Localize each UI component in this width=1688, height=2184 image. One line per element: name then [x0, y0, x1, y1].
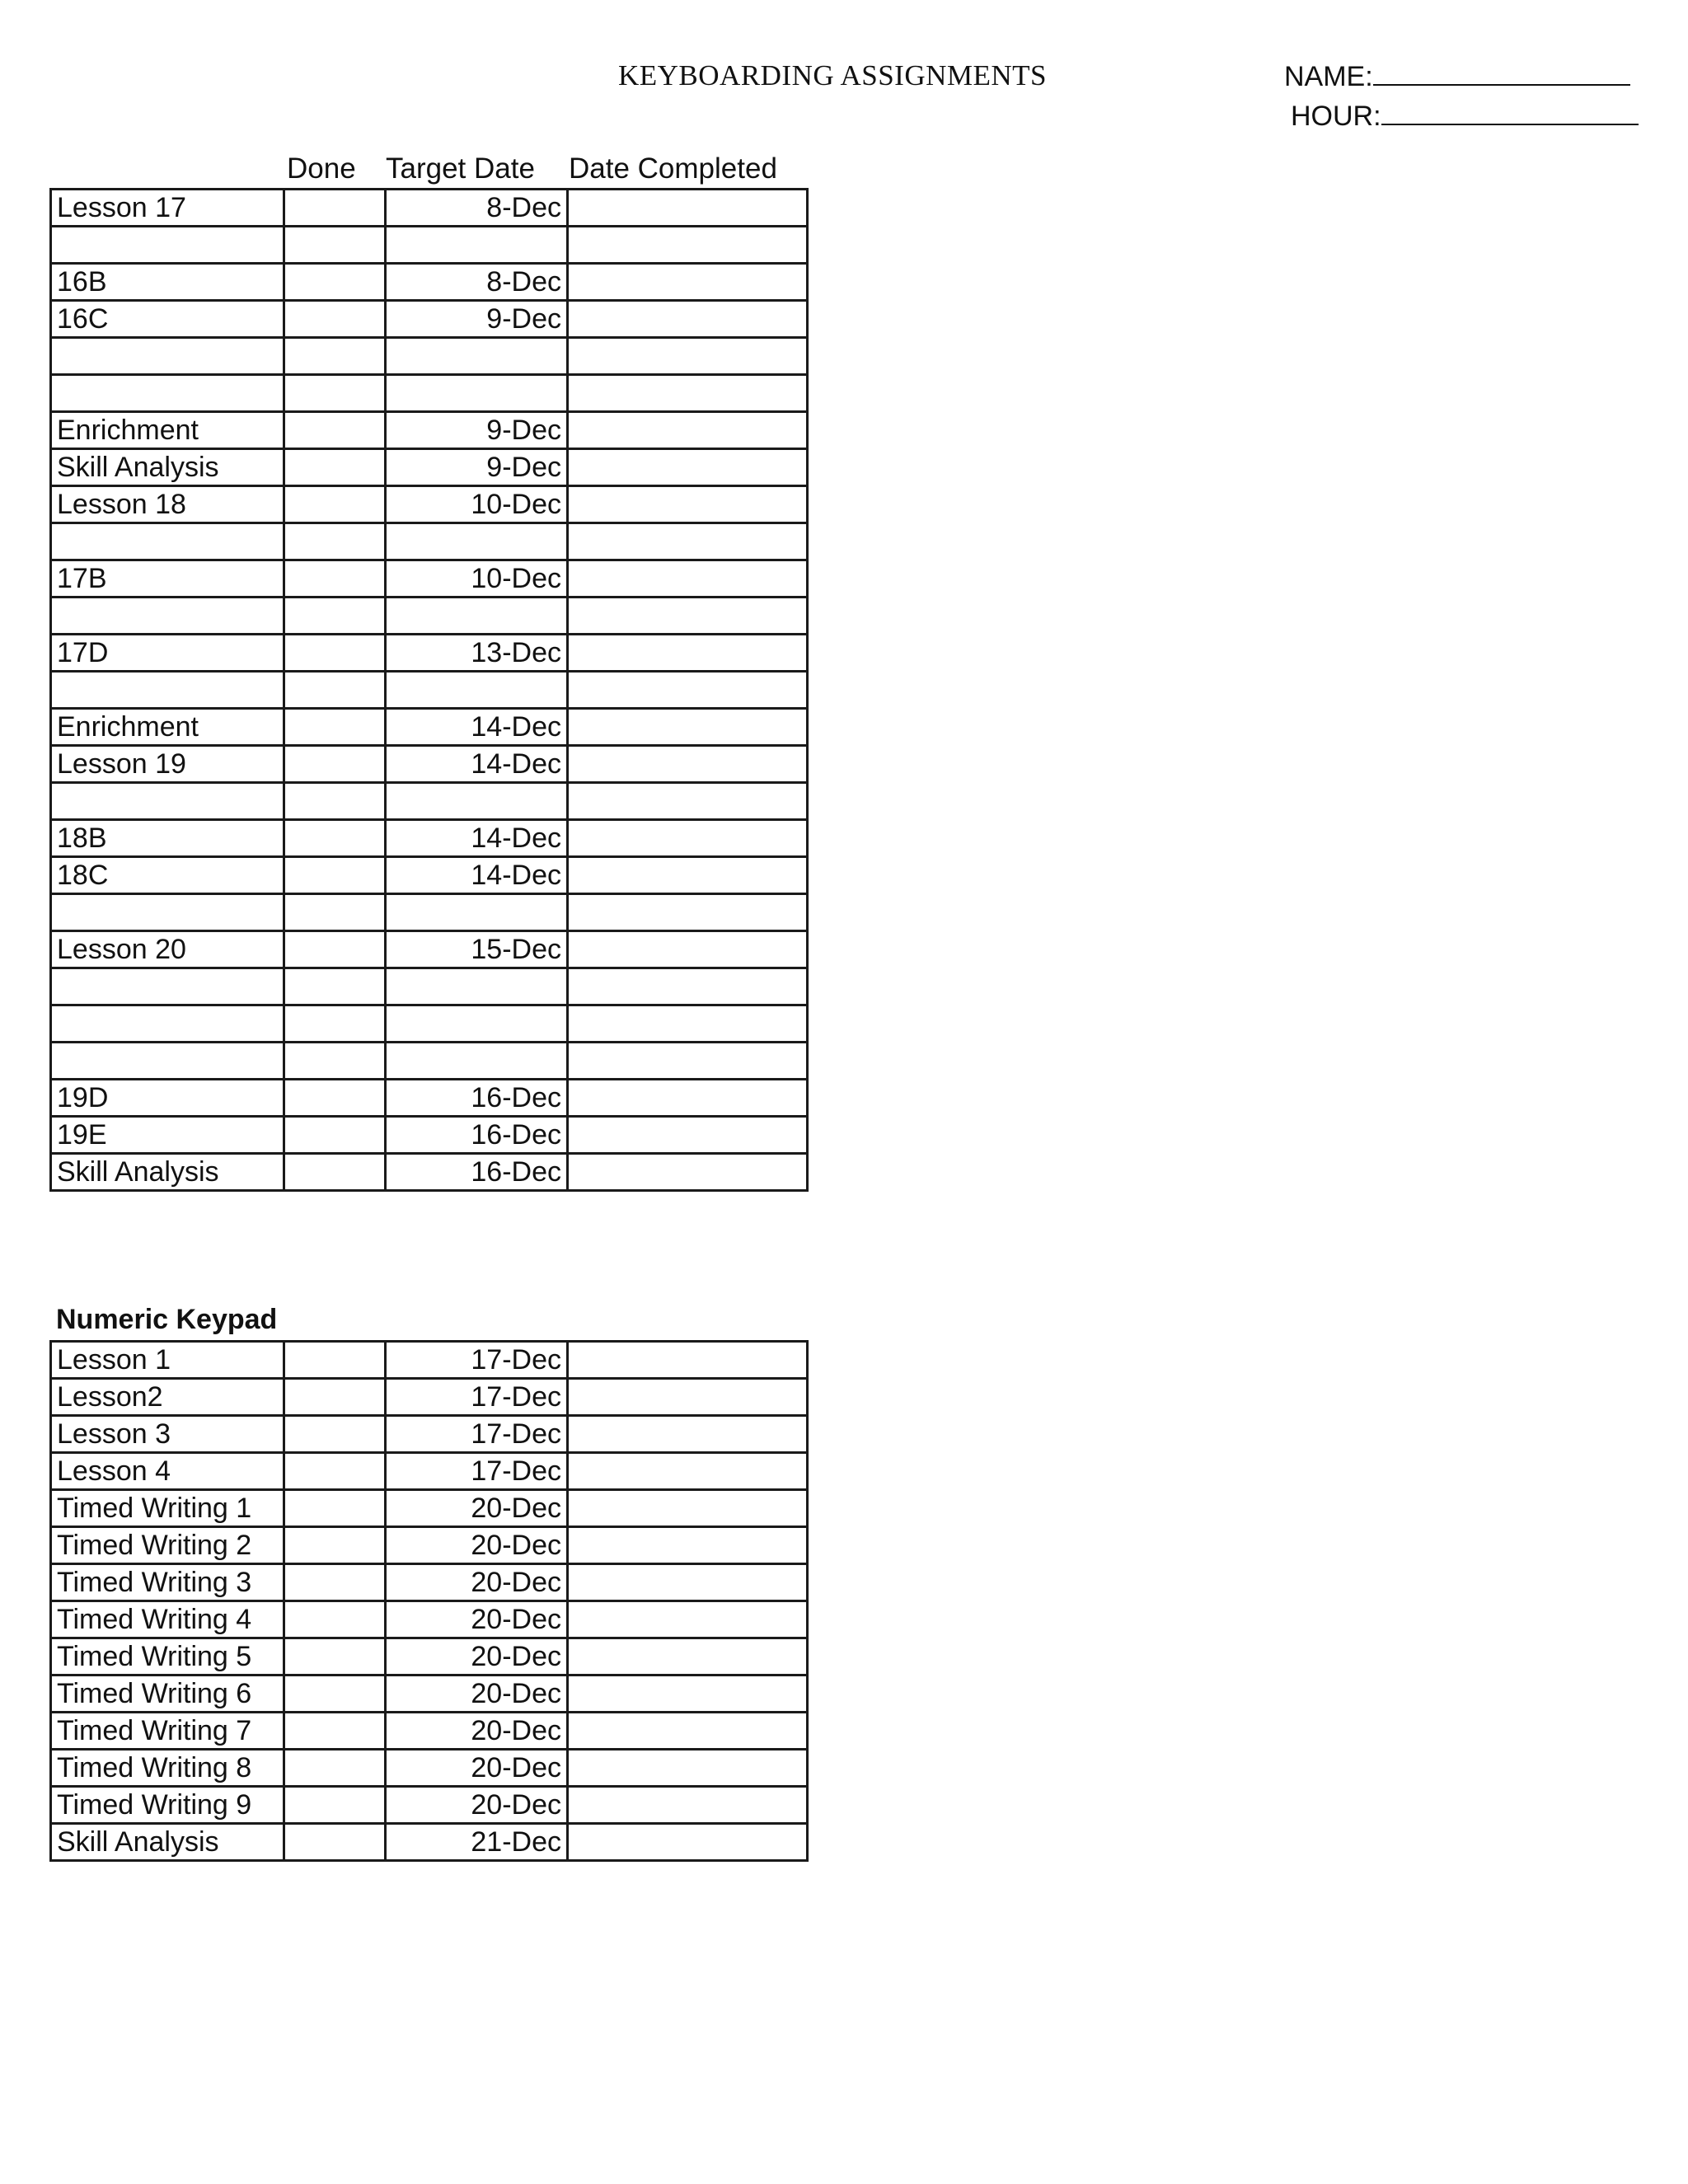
done-cell[interactable]: [284, 672, 386, 709]
table-row: [51, 1080, 808, 1117]
assignment-cell: Lesson 17: [51, 190, 284, 227]
date-completed-cell[interactable]: [568, 375, 808, 412]
target-date-cell: 8-Dec: [386, 190, 568, 227]
document-title: KEYBOARDING ASSIGNMENTS: [617, 59, 1047, 91]
done-cell[interactable]: [284, 931, 386, 968]
name-label: NAME:: [1284, 61, 1373, 92]
target-date-cell: 14-Dec: [386, 820, 568, 857]
table-row: [51, 1564, 808, 1601]
assignment-cell: [51, 1043, 284, 1080]
done-cell[interactable]: [284, 1379, 386, 1416]
done-cell[interactable]: [284, 1342, 386, 1379]
assignment-cell: Timed Writing 6: [51, 1675, 284, 1713]
target-date-cell: 16-Dec: [386, 1154, 568, 1191]
table-row: [51, 1154, 808, 1191]
table-row: [51, 1005, 808, 1043]
target-date-cell: [386, 338, 568, 375]
assignments-table: [49, 188, 809, 1192]
name-blank-line[interactable]: [1373, 59, 1630, 86]
done-cell[interactable]: [284, 1787, 386, 1824]
done-cell[interactable]: [284, 264, 386, 301]
date-completed-cell[interactable]: [568, 672, 808, 709]
target-date-cell: [386, 968, 568, 1005]
numeric-keypad-heading: Numeric Keypad: [56, 1304, 278, 1335]
table-row: [51, 1824, 808, 1861]
assignment-cell: Lesson2: [51, 1379, 284, 1416]
table-row: [51, 227, 808, 264]
table-row: [51, 598, 808, 635]
table-row: [51, 1379, 808, 1416]
date-completed-cell[interactable]: [568, 301, 808, 338]
target-date-cell: [386, 375, 568, 412]
date-completed-cell[interactable]: [568, 1416, 808, 1453]
table-row: [51, 1453, 808, 1490]
date-completed-cell[interactable]: [568, 1005, 808, 1043]
assignment-cell: [51, 783, 284, 820]
assignment-cell: Timed Writing 7: [51, 1713, 284, 1750]
table-row: [51, 1638, 808, 1675]
table-row: [51, 1601, 808, 1638]
target-date-cell: 20-Dec: [386, 1490, 568, 1527]
header-target-date: Target Date: [386, 152, 535, 185]
hour-label: HOUR:: [1291, 101, 1381, 132]
assignment-cell: Skill Analysis: [51, 1824, 284, 1861]
done-cell[interactable]: [284, 338, 386, 375]
target-date-cell: 8-Dec: [386, 264, 568, 301]
target-date-cell: 20-Dec: [386, 1564, 568, 1601]
target-date-cell: 9-Dec: [386, 301, 568, 338]
date-completed-cell[interactable]: [568, 227, 808, 264]
done-cell[interactable]: [284, 1005, 386, 1043]
target-date-cell: 14-Dec: [386, 709, 568, 746]
table-row: [51, 486, 808, 523]
date-completed-cell[interactable]: [568, 1453, 808, 1490]
date-completed-cell[interactable]: [568, 1750, 808, 1787]
assignment-cell: Skill Analysis: [51, 449, 284, 486]
date-completed-cell[interactable]: [568, 1342, 808, 1379]
done-cell[interactable]: [284, 709, 386, 746]
date-completed-cell[interactable]: [568, 1117, 808, 1154]
done-cell[interactable]: [284, 1527, 386, 1564]
assignment-cell: Enrichment: [51, 412, 284, 449]
done-cell[interactable]: [284, 412, 386, 449]
table-row: [51, 412, 808, 449]
table-row: [51, 560, 808, 598]
done-cell[interactable]: [284, 598, 386, 635]
assignment-cell: 18C: [51, 857, 284, 894]
date-completed-cell[interactable]: [568, 1601, 808, 1638]
done-cell[interactable]: [284, 820, 386, 857]
table-row: [51, 1750, 808, 1787]
date-completed-cell[interactable]: [568, 1638, 808, 1675]
date-completed-cell[interactable]: [568, 486, 808, 523]
target-date-cell: 20-Dec: [386, 1527, 568, 1564]
assignment-cell: Lesson 19: [51, 746, 284, 783]
assignment-cell: Timed Writing 2: [51, 1527, 284, 1564]
date-completed-cell[interactable]: [568, 264, 808, 301]
date-completed-cell[interactable]: [568, 931, 808, 968]
date-completed-cell[interactable]: [568, 783, 808, 820]
date-completed-cell[interactable]: [568, 1527, 808, 1564]
date-completed-cell[interactable]: [568, 338, 808, 375]
assignment-cell: 18B: [51, 820, 284, 857]
header-done: Done: [287, 152, 356, 185]
done-cell[interactable]: [284, 1117, 386, 1154]
assignment-cell: Timed Writing 1: [51, 1490, 284, 1527]
done-cell[interactable]: [284, 486, 386, 523]
assignment-cell: [51, 523, 284, 560]
hour-blank-line[interactable]: [1381, 99, 1639, 125]
done-cell[interactable]: [284, 1750, 386, 1787]
target-date-cell: [386, 598, 568, 635]
target-date-cell: [386, 1043, 568, 1080]
table-row: [51, 635, 808, 672]
date-completed-cell[interactable]: [568, 1564, 808, 1601]
assignment-cell: [51, 338, 284, 375]
assignment-cell: [51, 672, 284, 709]
done-cell[interactable]: [284, 1713, 386, 1750]
date-completed-cell[interactable]: [568, 709, 808, 746]
table-row: [51, 190, 808, 227]
target-date-cell: 21-Dec: [386, 1824, 568, 1861]
table-row: [51, 1416, 808, 1453]
target-date-cell: 9-Dec: [386, 412, 568, 449]
assignment-cell: 17B: [51, 560, 284, 598]
done-cell[interactable]: [284, 1416, 386, 1453]
target-date-cell: [386, 894, 568, 931]
done-cell[interactable]: [284, 1154, 386, 1191]
table-row: [51, 894, 808, 931]
done-cell[interactable]: [284, 746, 386, 783]
table-row: [51, 1043, 808, 1080]
header-date-completed: Date Completed: [569, 152, 777, 185]
target-date-cell: 16-Dec: [386, 1117, 568, 1154]
assignment-cell: 16B: [51, 264, 284, 301]
table-row: [51, 1787, 808, 1824]
numeric-keypad-table: [49, 1340, 809, 1862]
table-row: [51, 820, 808, 857]
done-cell[interactable]: [284, 783, 386, 820]
assignment-cell: Lesson 18: [51, 486, 284, 523]
assignment-cell: Lesson 4: [51, 1453, 284, 1490]
target-date-cell: [386, 1005, 568, 1043]
target-date-cell: 20-Dec: [386, 1601, 568, 1638]
assignment-cell: Timed Writing 8: [51, 1750, 284, 1787]
assignment-cell: Timed Writing 5: [51, 1638, 284, 1675]
assignment-cell: [51, 1005, 284, 1043]
done-cell[interactable]: [284, 560, 386, 598]
assignment-cell: Timed Writing 4: [51, 1601, 284, 1638]
date-completed-cell[interactable]: [568, 1379, 808, 1416]
assignment-cell: 19E: [51, 1117, 284, 1154]
date-completed-cell[interactable]: [568, 523, 808, 560]
target-date-cell: 16-Dec: [386, 1080, 568, 1117]
done-cell[interactable]: [284, 190, 386, 227]
table-row: [51, 264, 808, 301]
done-cell[interactable]: [284, 375, 386, 412]
done-cell[interactable]: [284, 1564, 386, 1601]
assignment-cell: 16C: [51, 301, 284, 338]
date-completed-cell[interactable]: [568, 894, 808, 931]
assignment-cell: [51, 968, 284, 1005]
date-completed-cell[interactable]: [568, 598, 808, 635]
assignment-cell: [51, 598, 284, 635]
done-cell[interactable]: [284, 449, 386, 486]
table-row: [51, 1675, 808, 1713]
target-date-cell: [386, 227, 568, 264]
date-completed-cell[interactable]: [568, 746, 808, 783]
done-cell[interactable]: [284, 523, 386, 560]
target-date-cell: 14-Dec: [386, 857, 568, 894]
target-date-cell: [386, 672, 568, 709]
assignment-cell: 19D: [51, 1080, 284, 1117]
target-date-cell: 20-Dec: [386, 1750, 568, 1787]
table-row: [51, 709, 808, 746]
assignment-cell: Timed Writing 3: [51, 1564, 284, 1601]
date-completed-cell[interactable]: [568, 412, 808, 449]
assignment-cell: Lesson 20: [51, 931, 284, 968]
target-date-cell: 15-Dec: [386, 931, 568, 968]
done-cell[interactable]: [284, 894, 386, 931]
target-date-cell: 10-Dec: [386, 486, 568, 523]
table-row: [51, 338, 808, 375]
assignment-cell: [51, 375, 284, 412]
done-cell[interactable]: [284, 227, 386, 264]
done-cell[interactable]: [284, 1675, 386, 1713]
date-completed-cell[interactable]: [568, 560, 808, 598]
date-completed-cell[interactable]: [568, 635, 808, 672]
table-row: [51, 857, 808, 894]
assignment-cell: Enrichment: [51, 709, 284, 746]
done-cell[interactable]: [284, 635, 386, 672]
done-cell[interactable]: [284, 1601, 386, 1638]
table-row: [51, 931, 808, 968]
assignment-cell: Lesson 3: [51, 1416, 284, 1453]
done-cell[interactable]: [284, 1453, 386, 1490]
target-date-cell: [386, 783, 568, 820]
date-completed-cell[interactable]: [568, 1043, 808, 1080]
table-row: [51, 746, 808, 783]
done-cell[interactable]: [284, 1490, 386, 1527]
done-cell[interactable]: [284, 968, 386, 1005]
table-row: [51, 968, 808, 1005]
target-date-cell: 20-Dec: [386, 1638, 568, 1675]
target-date-cell: 17-Dec: [386, 1416, 568, 1453]
done-cell[interactable]: [284, 857, 386, 894]
target-date-cell: 20-Dec: [386, 1675, 568, 1713]
date-completed-cell[interactable]: [568, 190, 808, 227]
assignment-cell: Timed Writing 9: [51, 1787, 284, 1824]
target-date-cell: 17-Dec: [386, 1379, 568, 1416]
table-row: [51, 783, 808, 820]
target-date-cell: 10-Dec: [386, 560, 568, 598]
date-completed-cell[interactable]: [568, 1824, 808, 1861]
date-completed-cell[interactable]: [568, 449, 808, 486]
table-row: [51, 449, 808, 486]
target-date-cell: 13-Dec: [386, 635, 568, 672]
done-cell[interactable]: [284, 1080, 386, 1117]
table-row: [51, 1713, 808, 1750]
date-completed-cell[interactable]: [568, 820, 808, 857]
date-completed-cell[interactable]: [568, 1713, 808, 1750]
target-date-cell: [386, 523, 568, 560]
done-cell[interactable]: [284, 301, 386, 338]
table-row: [51, 1117, 808, 1154]
assignment-cell: Lesson 1: [51, 1342, 284, 1379]
table-row: [51, 375, 808, 412]
table-row: [51, 1490, 808, 1527]
table-row: [51, 672, 808, 709]
assignment-cell: Skill Analysis: [51, 1154, 284, 1191]
done-cell[interactable]: [284, 1638, 386, 1675]
date-completed-cell[interactable]: [568, 1154, 808, 1191]
target-date-cell: 14-Dec: [386, 746, 568, 783]
table-row: [51, 1342, 808, 1379]
assignment-cell: 17D: [51, 635, 284, 672]
target-date-cell: 17-Dec: [386, 1342, 568, 1379]
date-completed-cell[interactable]: [568, 1080, 808, 1117]
done-cell[interactable]: [284, 1824, 386, 1861]
target-date-cell: 17-Dec: [386, 1453, 568, 1490]
date-completed-cell[interactable]: [568, 1787, 808, 1824]
table-row: [51, 301, 808, 338]
done-cell[interactable]: [284, 1043, 386, 1080]
assignment-cell: [51, 894, 284, 931]
date-completed-cell[interactable]: [568, 968, 808, 1005]
target-date-cell: 9-Dec: [386, 449, 568, 486]
target-date-cell: 20-Dec: [386, 1787, 568, 1824]
hour-field[interactable]: [1291, 99, 1639, 133]
table-row: [51, 1527, 808, 1564]
table-row: [51, 523, 808, 560]
date-completed-cell[interactable]: [568, 1490, 808, 1527]
name-field[interactable]: [1284, 59, 1630, 93]
date-completed-cell[interactable]: [568, 1675, 808, 1713]
assignment-cell: [51, 227, 284, 264]
target-date-cell: 20-Dec: [386, 1713, 568, 1750]
date-completed-cell[interactable]: [568, 857, 808, 894]
